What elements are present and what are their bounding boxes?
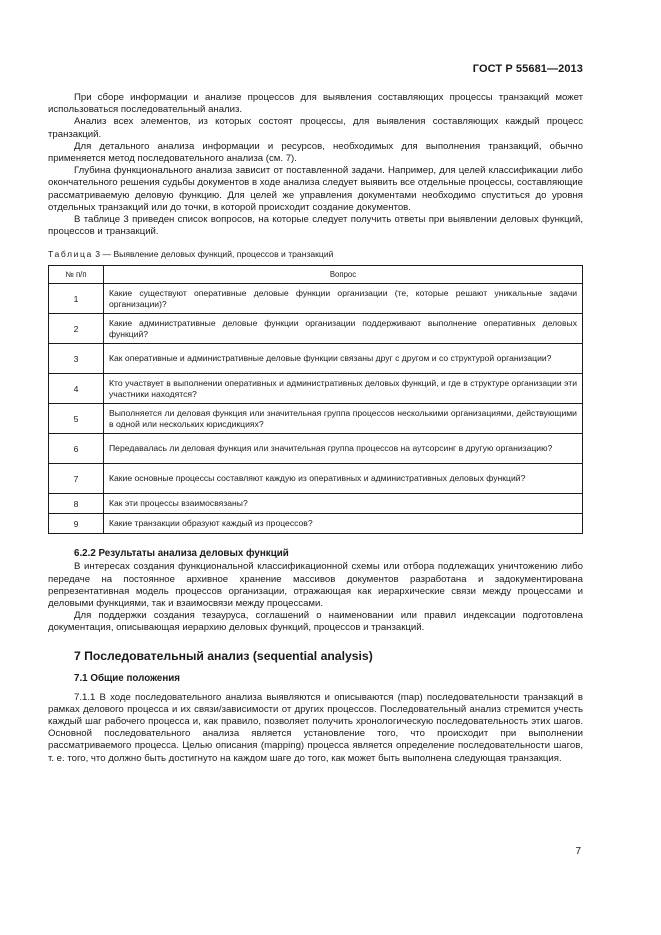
row-number: 7 <box>49 464 104 494</box>
row-question: Какие транзакции образуют каждый из процессов? <box>104 514 583 534</box>
table-row <box>49 284 583 314</box>
table-row <box>49 374 583 404</box>
section-7-heading: 7 Последовательный анализ (sequential analysis) <box>74 648 373 663</box>
intro-paragraph: При сборе информации и анализе процессов для выявления составляющих процессы транзакций может использоваться последовательный анализ. <box>48 92 583 116</box>
table-row <box>49 434 583 464</box>
row-question: Выполняется ли деловая функция или значительная группа процессов несколькими организациями, действующими в одной или нескольких юрисдикциях? <box>104 404 583 434</box>
table-row <box>49 514 583 534</box>
row-number: 5 <box>49 404 104 434</box>
row-question: Передавалась ли деловая функция или значительная группа процессов на аутсорсинг в другую организацию? <box>104 434 583 464</box>
row-number: 8 <box>49 494 104 514</box>
row-number: 2 <box>49 314 104 344</box>
row-question: Какие существуют оперативные деловые функции организации (те, которые решают уникальные задачи организации)? <box>104 284 583 314</box>
row-question: Как оперативные и административные деловые функции связаны друг с другом и со структурой организации? <box>104 344 583 374</box>
section-711-paragraph: 7.1.1 В ходе последовательного анализа выявляются и описываются (map) последовательности транзакций в рамках делового процесса и их связи/зависимости от других процессов. Последовательный анализ стремится учесть каждый шаг рабочего процесса и, как правило, позволяет получить хронологическую последовательность этих шагов. Основной последовательного анализа является установление того, что происходит при выполнении рассматриваемого процесса. Целью описания (mapping) процесса является определение последовательности шагов, т. е. того, что должно быть достигнуто на каждом шаге до того, как может быть выполнена следующая транзакция. <box>48 691 583 764</box>
section-622-heading: 6.2.2 Результаты анализа деловых функций <box>74 548 289 560</box>
row-question: Какие административные деловые функции организации поддерживают выполнение оперативных деловых функций? <box>104 314 583 344</box>
intro-paragraph: Анализ всех элементов, из которых состоят процессы, для выявления составляющих каждый процесс транзакций. <box>48 116 583 140</box>
intro-paragraph: В таблице 3 приведен список вопросов, на которые следует получить ответы при выявлении деловых функций, процессов и транзакций. <box>48 214 583 238</box>
intro-paragraph: Глубина функционального анализа зависит от поставленной задачи. Например, для целей классификации либо окончательного решения судьбы документов в ходе анализа следует выявить все отдельные процессы, составляющие рассматриваемую деловую функцию. Для целей же управления документами необходимо спуститься до уровня отдельных транзакций или до точки, в которой происходит создание документов. <box>48 165 583 213</box>
table-row <box>49 494 583 514</box>
section-622-paragraph: Для поддержки создания тезауруса, соглашений о наименовании или правил индексации подготовлена документация, описывающая иерархию деловых функций, процессов и транзакций. <box>48 610 583 634</box>
row-number: 9 <box>49 514 104 534</box>
row-question: Кто участвует в выполнении оперативных и административных деловых функций, и где в структуре организации эти участники находятся? <box>104 374 583 404</box>
document-header: ГОСТ Р 55681—2013 <box>472 63 583 75</box>
section-622-paragraph: В интересах создания функциональной классификационной схемы или отбора подлежащих уничтожению либо передаче на постоянное архивное хранение массивов документов разработана и задокументирована репрезентативная модель процессов организации, отражающая как иерархические связи между процессами и деловыми функциями, так и взаимосвязи между процессами. <box>48 561 583 610</box>
table-caption <box>48 249 583 259</box>
table-row <box>49 314 583 344</box>
table-caption-text: 3 — Выявление деловых функций, процессов и транзакций <box>95 249 334 260</box>
table-row <box>49 344 583 374</box>
table-row <box>49 464 583 494</box>
intro-paragraph: Для детального анализа информации и ресурсов, необходимых для выполнения транзакций, обычно применяется метод последовательного анализа (см. 7). <box>48 140 583 165</box>
column-header-num: № п/п <box>49 266 104 284</box>
table-caption-label: Таблица <box>48 249 93 260</box>
row-number: 3 <box>49 344 104 374</box>
row-number: 4 <box>49 374 104 404</box>
table-row <box>49 404 583 434</box>
section-71-heading: 7.1 Общие положения <box>74 672 181 684</box>
column-header-question: Вопрос <box>104 266 583 284</box>
row-number: 1 <box>49 284 104 314</box>
document-body <box>48 92 583 765</box>
page-number: 7 <box>575 846 581 857</box>
questions-table <box>48 265 583 534</box>
row-number: 6 <box>49 434 104 464</box>
row-question: Какие основные процессы составляют каждую из оперативных и административных деловых функций? <box>104 464 583 494</box>
row-question: Как эти процессы взаимосвязаны? <box>104 494 583 514</box>
